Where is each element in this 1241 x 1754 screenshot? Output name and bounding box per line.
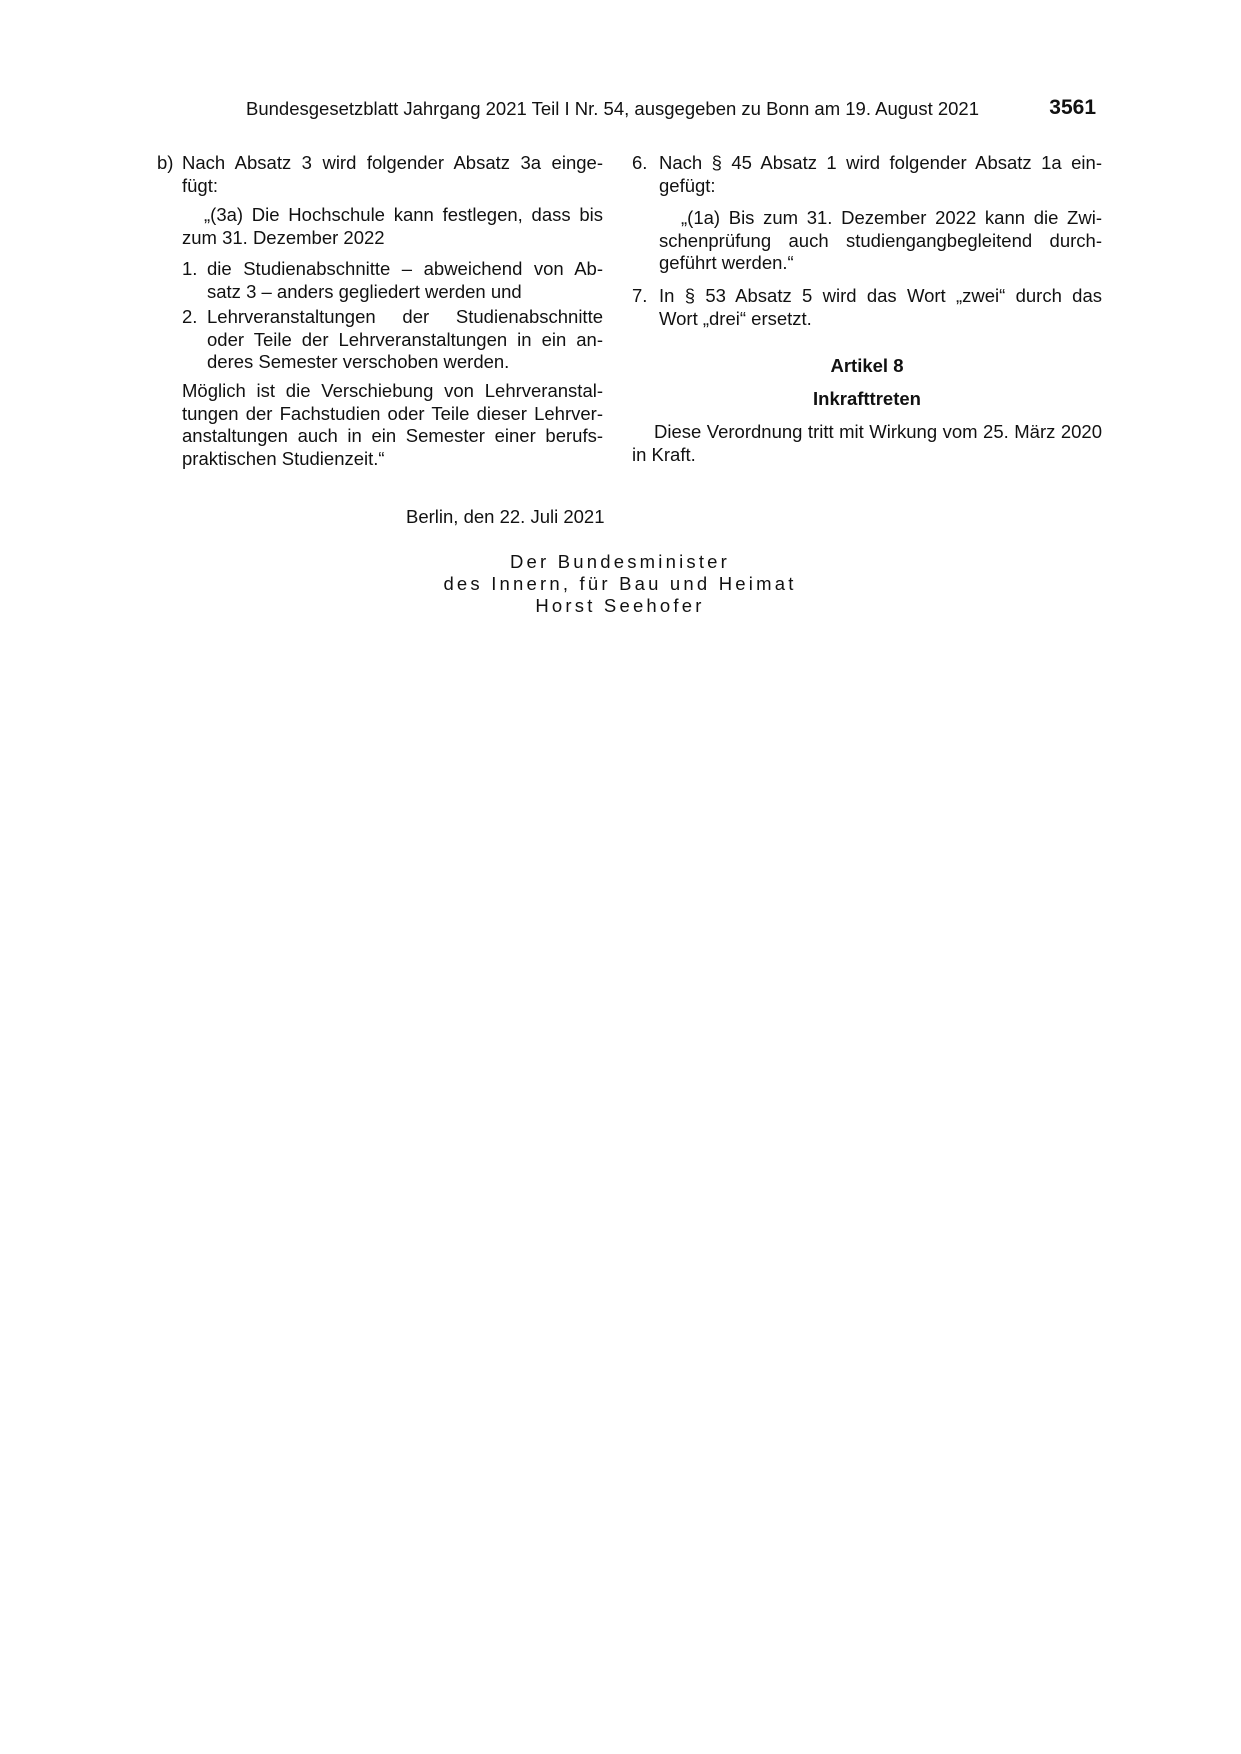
- signatory-name: Horst Seehofer: [535, 595, 705, 616]
- item-marker: b): [157, 152, 174, 173]
- signature-block: [380, 551, 860, 617]
- text-line: „(3a) Die Hochschule kann festlegen, dass bis: [204, 204, 603, 225]
- item-marker: 7.: [632, 285, 648, 306]
- text-line: tungen der Fachstudien oder Teile dieser Lehrver-: [182, 402, 603, 424]
- text-line: fügt:: [182, 174, 218, 196]
- final-paragraph: [632, 421, 1102, 466]
- text-line: In § 53 Absatz 5 wird das Wort „zwei“ durch das: [659, 285, 1102, 306]
- article-heading: Artikel 8: [830, 355, 904, 376]
- text-line: „(1a) Bis zum 31. Dezember 2022 kann die Zwi-: [681, 207, 1102, 228]
- text-line: Nach Absatz 3 wird folgender Absatz 3a einge-: [182, 152, 603, 173]
- text-line: gefügt:: [659, 174, 716, 196]
- inserted-paragraph-1a: [659, 207, 1102, 275]
- text-line: geführt werden.“: [659, 252, 794, 273]
- article-title: Inkrafttreten: [813, 388, 921, 409]
- page-number: 3561: [1049, 96, 1096, 119]
- item-marker: 2.: [182, 306, 198, 327]
- closing-paragraph: [182, 380, 603, 470]
- right-column: [632, 152, 1102, 472]
- place-and-date: Berlin, den 22. Juli 2021: [406, 506, 605, 527]
- text-line: satz 3 – anders gegliedert werden und: [207, 280, 522, 302]
- page-header: [246, 98, 1096, 122]
- text-line: Möglich ist die Verschiebung von Lehrveranstal-: [182, 380, 603, 401]
- text-line: Diese Verordnung tritt mit Wirkung vom 25. März 2020: [654, 421, 1102, 442]
- left-column: [157, 152, 603, 472]
- text-line: Wort „drei“ ersetzt.: [659, 307, 812, 329]
- gazette-title: Bundesgesetzblatt Jahrgang 2021 Teil I Nr. 54, ausgegeben zu Bonn am 19. August 2021: [246, 98, 979, 119]
- text-line: Lehrveranstaltungen der Studienabschnitte: [207, 306, 603, 327]
- text-line: praktischen Studienzeit.“: [182, 447, 385, 469]
- text-line: die Studienabschnitte – abweichend von Ab-: [207, 258, 603, 279]
- signatory-ministry: des Innern, für Bau und Heimat: [443, 573, 797, 594]
- signatory-title: Der Bundesminister: [509, 551, 731, 572]
- text-line: Nach § 45 Absatz 1 wird folgender Absatz 1a ein-: [659, 152, 1102, 173]
- text-line: oder Teile der Lehrveranstaltungen in ein an-: [207, 328, 603, 350]
- text-line: in Kraft.: [632, 443, 696, 465]
- text-line: deres Semester verschoben werden.: [207, 351, 510, 372]
- text-line: anstaltungen auch in ein Semester einer berufs-: [182, 425, 603, 446]
- item-marker: 1.: [182, 258, 198, 279]
- text-line: zum 31. Dezember 2022: [182, 226, 385, 248]
- item-marker: 6.: [632, 152, 648, 173]
- inserted-paragraph-3a: [182, 204, 603, 249]
- text-line: schenprüfung auch studiengangbegleitend durch-: [659, 229, 1102, 251]
